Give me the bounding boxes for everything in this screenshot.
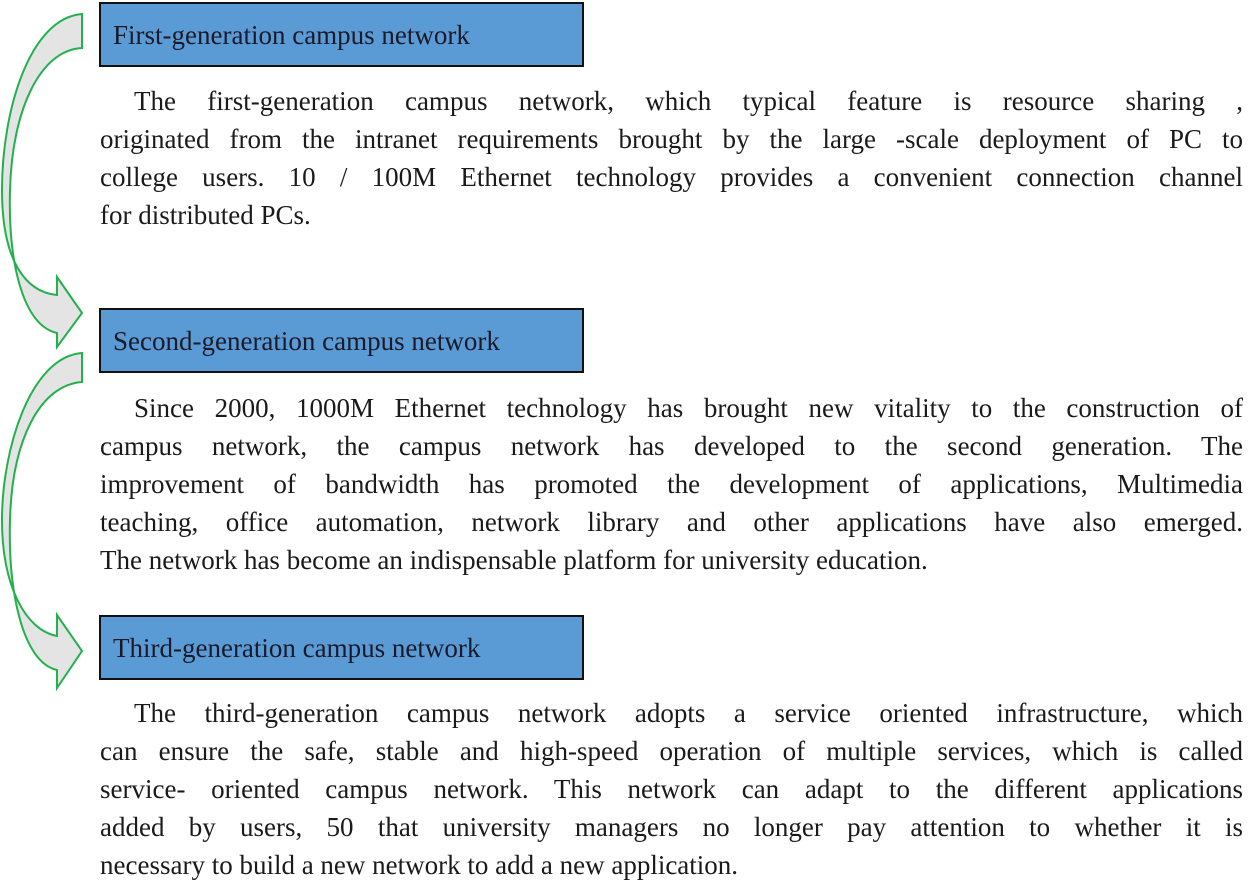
text-line: for distributed PCs. xyxy=(100,200,311,230)
text-line: can ensure the safe, stable and high-speed operation of multiple services, which is called xyxy=(100,736,1243,766)
curved-arrow-second-to-third xyxy=(2,353,82,688)
text-line: college users. 10 / 100M Ethernet technology provides a convenient connection channel xyxy=(100,162,1243,192)
text-line: improvement of bandwidth has promoted the development of applications, Multimedia xyxy=(100,469,1243,499)
text-line: necessary to build a new network to add a new application. xyxy=(100,850,739,880)
curved-arrow-first-to-second xyxy=(2,14,82,347)
text-line: The first-generation campus network, which typical feature is resource sharing , xyxy=(134,86,1243,116)
text-line: service- oriented campus network. This network can adapt to the different applications xyxy=(100,774,1243,804)
text-line: campus network, the campus network has developed to the second generation. The xyxy=(100,431,1243,461)
text-line: The third-generation campus network adopts a service oriented infrastructure, which xyxy=(134,698,1243,728)
text-line: Since 2000, 1000M Ethernet technology has brought new vitality to the construction of xyxy=(134,393,1243,423)
first-generation-description xyxy=(100,82,1243,234)
first-generation-box: First-generation campus network xyxy=(99,2,584,67)
text-line: teaching, office automation, network library and other applications have also emerged. xyxy=(100,507,1243,537)
text-line: added by users, 50 that university managers no longer pay attention to whether it is xyxy=(100,812,1243,842)
text-line: The network has become an indispensable platform for university education. xyxy=(100,545,928,575)
text-line: originated from the intranet requirements brought by the large -scale deployment of PC to xyxy=(100,124,1243,154)
second-generation-description xyxy=(100,389,1243,579)
third-generation-description xyxy=(100,694,1243,881)
second-generation-box: Second-generation campus network xyxy=(99,308,584,373)
third-generation-box: Third-generation campus network xyxy=(99,615,584,680)
